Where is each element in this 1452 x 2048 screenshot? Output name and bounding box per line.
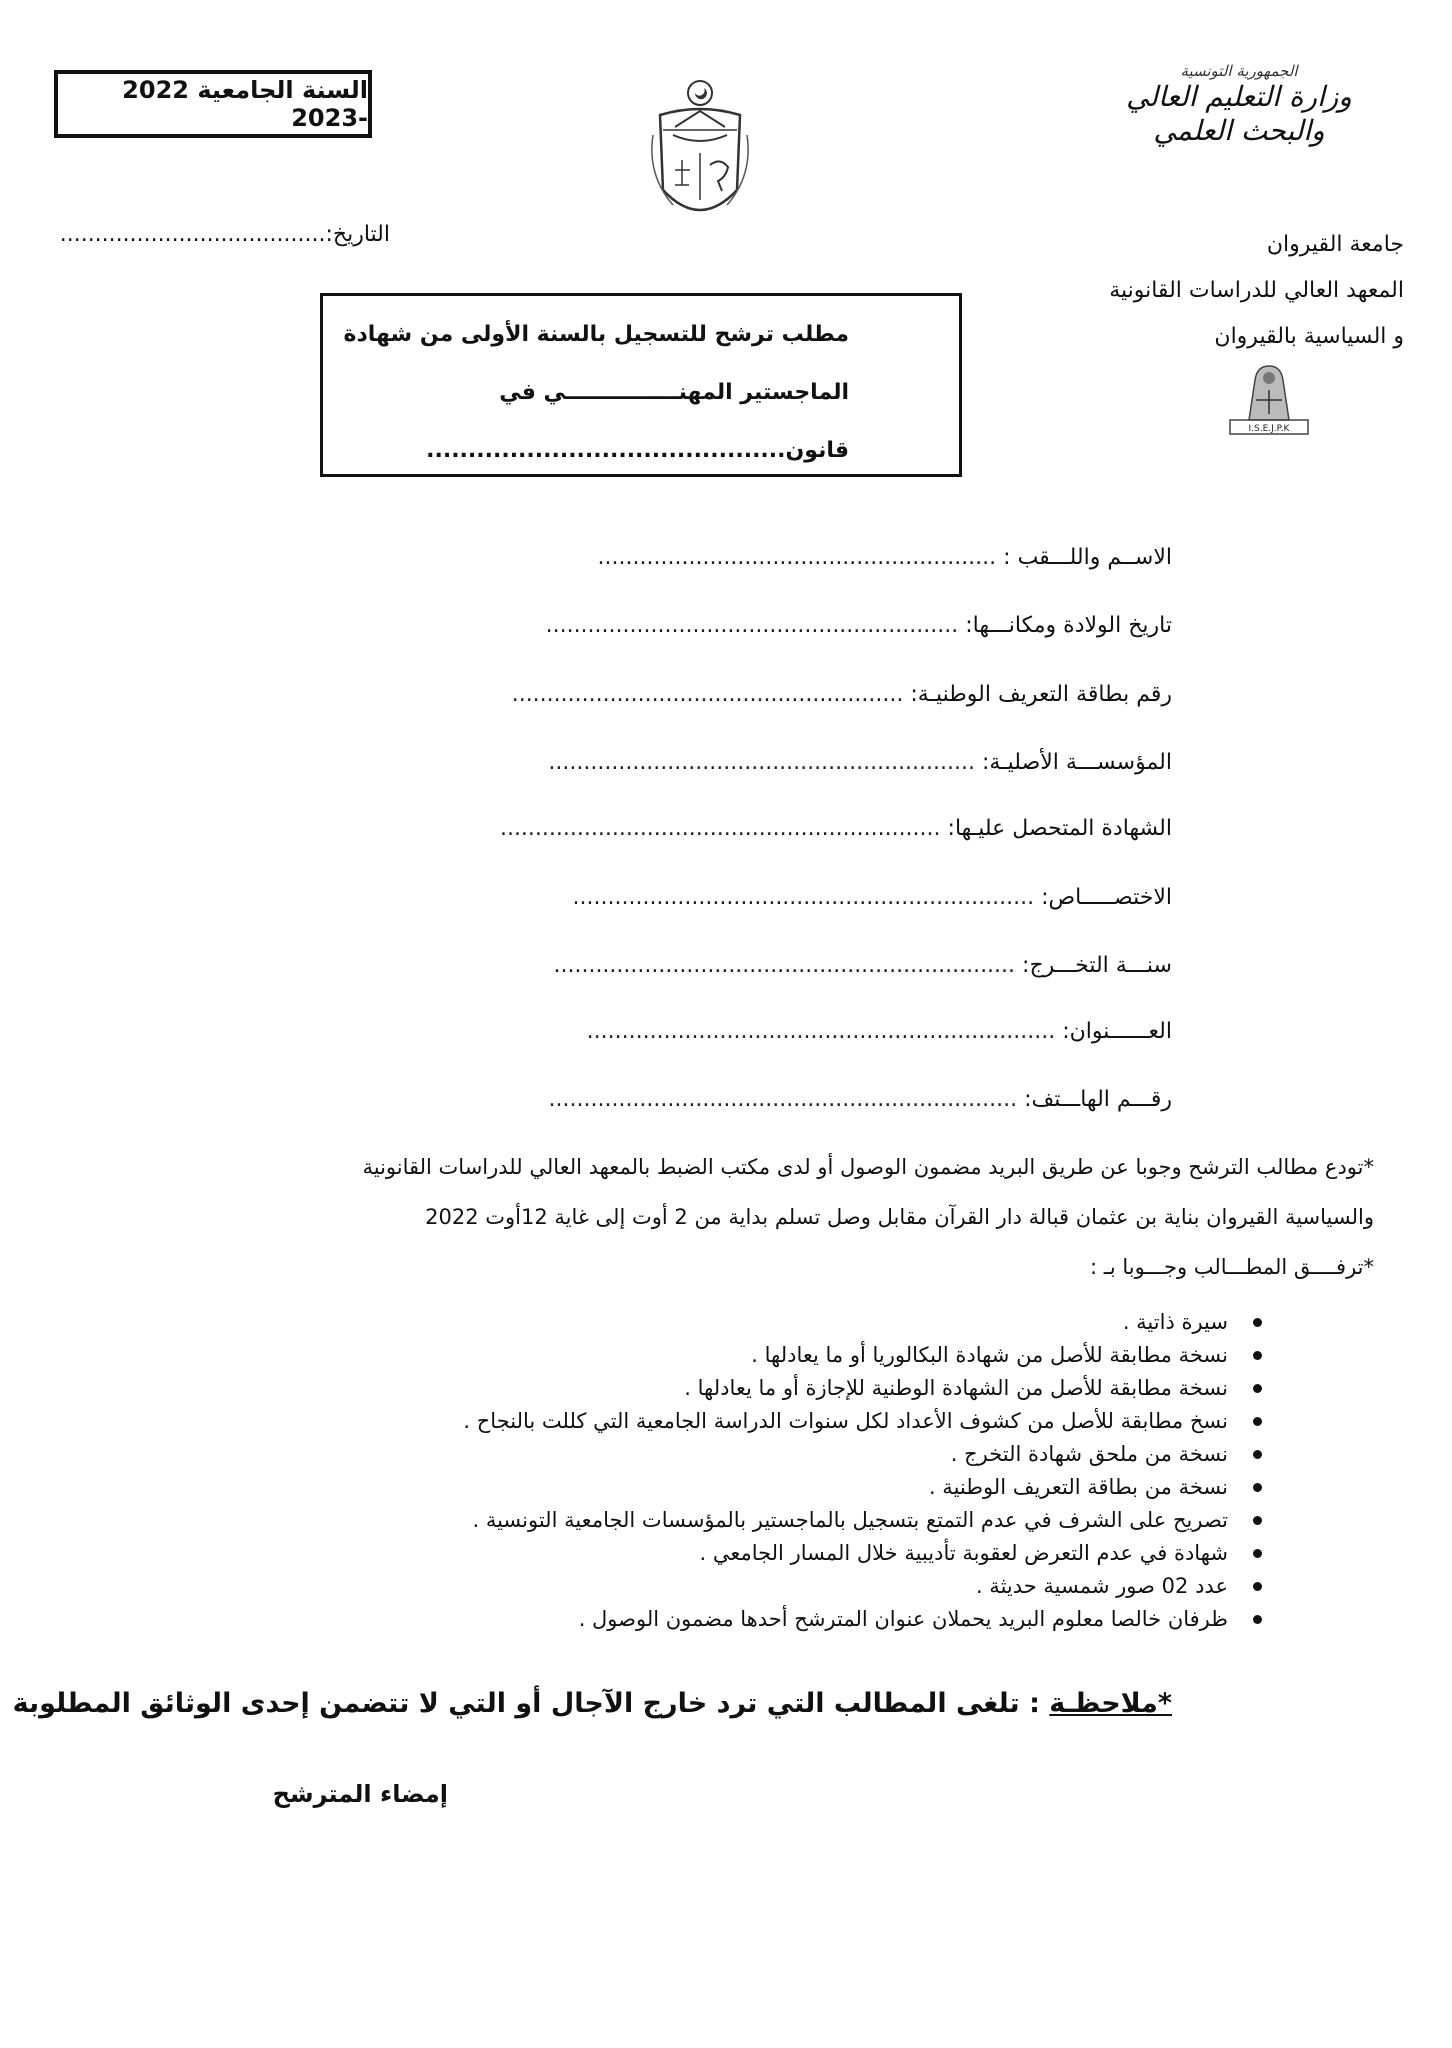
list-item <box>262 1471 1262 1504</box>
list-item <box>262 1306 1262 1339</box>
title-line-2: الماجستير المهنـــــــــــــــي في <box>499 380 849 405</box>
field-dots: .................................................................. <box>572 885 1035 910</box>
remark-label: *ملاحظـة <box>1049 1688 1172 1719</box>
list-item <box>262 1504 1262 1537</box>
bullet-icon <box>1253 1549 1262 1558</box>
academic-year-box <box>54 70 372 138</box>
notes-line-3: *ترفــــق المطـــالب وجـــوبا بـ : <box>1089 1255 1374 1279</box>
field-label: رقـــم الهاـــتف: <box>1024 1087 1172 1112</box>
field-label: الشهادة المتحصل عليـها: <box>947 816 1172 841</box>
list-item <box>262 1438 1262 1471</box>
list-item-text: نسخة من ملحق شهادة التخرج . <box>950 1442 1228 1466</box>
bullet-icon <box>1253 1384 1262 1393</box>
list-item-text: نسخة من بطاقة التعريف الوطنية . <box>928 1475 1228 1499</box>
field-original-institution[interactable] <box>312 743 1172 783</box>
field-phone[interactable] <box>312 1080 1172 1120</box>
bullet-icon <box>1253 1615 1262 1624</box>
institute-line-2: و السياسية بالقيروان <box>1214 324 1404 349</box>
bullet-icon <box>1253 1483 1262 1492</box>
ministry-line-1: وزارة التعليم العالي <box>1126 80 1352 113</box>
list-item <box>262 1570 1262 1603</box>
field-degree-obtained[interactable] <box>312 809 1172 849</box>
field-label: العــــــنوان: <box>1062 1019 1172 1044</box>
bullet-icon <box>1253 1318 1262 1327</box>
bullet-icon <box>1253 1516 1262 1525</box>
title-line-1: مطلب ترشح للتسجيل بالسنة الأولى من شهادة <box>343 322 849 347</box>
list-item-text: سيرة ذاتية . <box>1122 1310 1228 1334</box>
list-item <box>262 1339 1262 1372</box>
list-item <box>262 1603 1262 1636</box>
field-dots: ........................................................ <box>511 682 904 707</box>
field-dots: ........................................................... <box>545 613 959 638</box>
field-label: الاختصـــــاص: <box>1041 885 1172 910</box>
bullet-icon <box>1253 1582 1262 1591</box>
field-label: الاســم واللـــقب : <box>1003 545 1172 570</box>
university-header <box>1024 222 1404 360</box>
date-line <box>59 222 390 247</box>
date-dots: ...................................... <box>59 222 326 247</box>
list-item-text: نسخة مطابقة للأصل من الشهادة الوطنية للإجازة أو ما يعادلها . <box>684 1376 1228 1400</box>
title-line-3: قانون........................................... <box>426 438 849 463</box>
list-item-text: نسخة مطابقة للأصل من شهادة البكالوريا أو ما يعادلها . <box>751 1343 1228 1367</box>
republic-label: الجمهورية التونسية <box>1180 62 1298 80</box>
field-full-name[interactable] <box>312 538 1172 578</box>
academic-year: السنة الجامعية 2022 -2023 <box>122 76 368 132</box>
date-label: التاريخ: <box>325 222 390 247</box>
bullet-icon <box>1253 1417 1262 1426</box>
remark-note <box>12 1688 1172 1719</box>
bullet-icon <box>1253 1450 1262 1459</box>
university-name: جامعة القيروان <box>1266 232 1404 257</box>
field-label: تاريخ الولادة ومكانـــها: <box>965 613 1172 638</box>
field-label: رقم بطاقة التعريف الوطنيـة: <box>910 682 1172 707</box>
list-item-text: عدد 02 صور شمسية حديثة . <box>975 1574 1228 1598</box>
bullet-icon <box>1253 1351 1262 1360</box>
field-dots: ......................................................... <box>597 545 997 570</box>
notes-line-2: والسياسية القيروان بناية بن عثمان قبالة دار القرآن مقابل وصل تسلم بداية من 2 أوت إلى غاية 12أوت 2022 <box>425 1205 1374 1229</box>
institute-logo <box>1226 360 1312 442</box>
submission-notes <box>24 1142 1374 1292</box>
ministry-line-2: والبحث العلمي <box>1153 114 1325 147</box>
remark-text: : تلغى المطالب التي ترد خارج الآجال أو التي لا تتضمن إحدى الوثائق المطلوبة <box>12 1688 1050 1719</box>
field-birth-date-place[interactable] <box>312 606 1172 646</box>
application-title-box <box>320 293 962 477</box>
field-label: المؤسســـة الأصليـة: <box>982 750 1172 775</box>
field-national-id[interactable] <box>312 675 1172 715</box>
tunisia-coat-of-arms-emblem <box>645 75 755 235</box>
field-specialty[interactable] <box>312 878 1172 918</box>
list-item-text: نسخ مطابقة للأصل من كشوف الأعداد لكل سنوات الدراسة الجامعية التي كللت بالنجاح . <box>463 1409 1228 1433</box>
field-address[interactable] <box>312 1012 1172 1052</box>
list-item <box>262 1405 1262 1438</box>
field-dots: .................................................................. <box>553 953 1016 978</box>
institute-line-1: المعهد العالي للدراسات القانونية <box>1109 278 1404 303</box>
field-dots: ................................................................... <box>548 1087 1018 1112</box>
field-dots: ............................................................. <box>548 750 975 775</box>
list-item-text: ظرفان خالصا معلوم البريد يحملان عنوان المترشح أحدها مضمون الوصول . <box>578 1607 1228 1631</box>
field-dots: ............................................................... <box>499 816 941 841</box>
required-documents-list <box>262 1306 1262 1636</box>
svg-text:I.S.E.J.P.K: I.S.E.J.P.K <box>1248 424 1290 434</box>
list-item-text: تصريح على الشرف في عدم التمتع بتسجيل بالماجستير بالمؤسسات الجامعية التونسية . <box>472 1508 1228 1532</box>
list-item <box>262 1372 1262 1405</box>
candidate-signature-label: إمضاء المترشح <box>272 1780 448 1808</box>
field-label: سنـــة التخـــرج: <box>1022 953 1172 978</box>
ministry-header <box>1074 62 1404 148</box>
list-item-text: شهادة في عدم التعرض لعقوبة تأديبية خلال المسار الجامعي . <box>699 1541 1228 1565</box>
field-dots: ................................................................... <box>586 1019 1056 1044</box>
field-graduation-year[interactable] <box>312 946 1172 986</box>
notes-line-1: *تودع مطالب الترشح وجوبا عن طريق البريد مضمون الوصول أو لدى مكتب الضبط بالمعهد العالي للدراسات القانونية <box>362 1155 1374 1179</box>
list-item <box>262 1537 1262 1570</box>
